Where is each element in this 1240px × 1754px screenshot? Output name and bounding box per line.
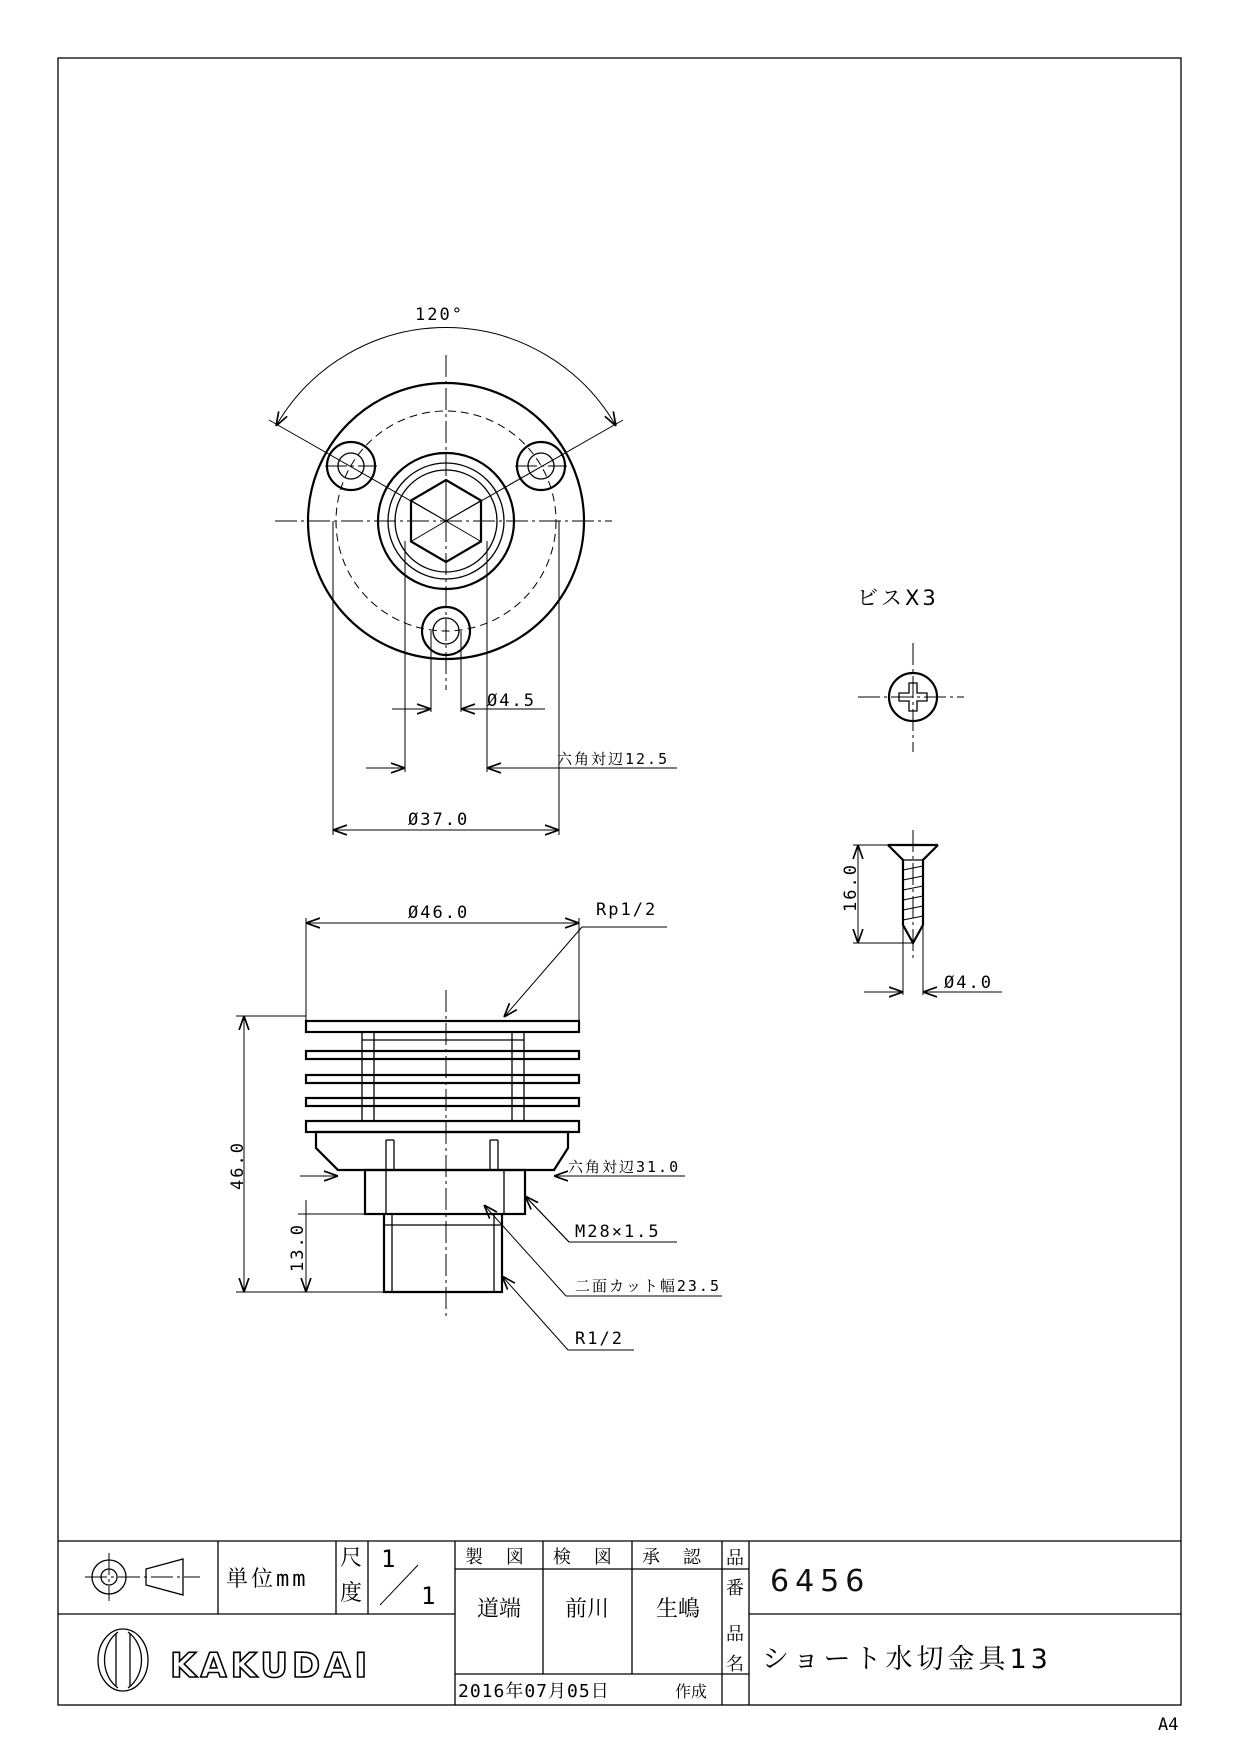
screw-dia-label: Ø4.0 (944, 973, 993, 993)
height-label: 46.0 (228, 1141, 248, 1190)
date-text: 2016年07月05日 (458, 1681, 610, 1702)
product-name-label-2: 名 (726, 1654, 744, 1675)
kakudai-logo-icon (98, 1629, 148, 1691)
date-suffix: 作成 (675, 1682, 708, 1701)
product-no: 6456 (770, 1564, 871, 1599)
title-block (58, 1541, 1181, 1705)
scale-numerator: 1 (381, 1545, 396, 1573)
checked-by-name: 前川 (565, 1597, 610, 1622)
product-name: ショート水切金具13 (762, 1644, 1052, 1675)
angle-label: 120° (415, 305, 464, 325)
checked-by-label: 検 図 (553, 1547, 618, 1568)
screw-count-label: ビスX3 (857, 586, 939, 610)
hex-af-label: 六角対辺12.5 (557, 750, 670, 768)
two-face-cut-label: 二面カット幅23.5 (575, 1277, 721, 1295)
side-view (228, 900, 722, 1350)
brand-name: KAKUDAI (170, 1646, 372, 1686)
scale-denominator: 1 (421, 1582, 436, 1610)
screw-length-label: 16.0 (841, 863, 861, 912)
screw-view (841, 586, 1002, 995)
third-angle-projection-icon (85, 1553, 200, 1601)
drawn-by-label: 製 図 (465, 1547, 530, 1568)
drawing-border (58, 58, 1181, 1705)
scale-label-1: 尺 (340, 1546, 363, 1571)
approved-by-name: 生嶋 (656, 1597, 701, 1622)
metric-thread-label: M28×1.5 (575, 1222, 661, 1242)
product-no-label-1: 品 (726, 1548, 744, 1569)
drawn-by-name: 道端 (477, 1597, 522, 1622)
inner-thread-label: Rp1/2 (596, 900, 658, 920)
pcd-label: Ø37.0 (408, 810, 470, 830)
product-no-label-2: 番 (726, 1578, 744, 1599)
product-name-label-1: 品 (726, 1624, 744, 1645)
unit-label: 単位mm (226, 1567, 309, 1592)
nut-af-label: 六角対辺31.0 (568, 1158, 681, 1176)
plan-view (269, 305, 677, 835)
sheet-size-label: A4 (1158, 1715, 1179, 1735)
scale-label-2: 度 (340, 1581, 363, 1606)
flange-dia-label: Ø46.0 (408, 903, 470, 923)
thread-length-label: 13.0 (288, 1223, 308, 1272)
hole-dia-label: Ø4.5 (487, 691, 536, 711)
outer-thread-label: R1/2 (575, 1329, 624, 1349)
approved-by-label: 承 認 (642, 1547, 707, 1568)
